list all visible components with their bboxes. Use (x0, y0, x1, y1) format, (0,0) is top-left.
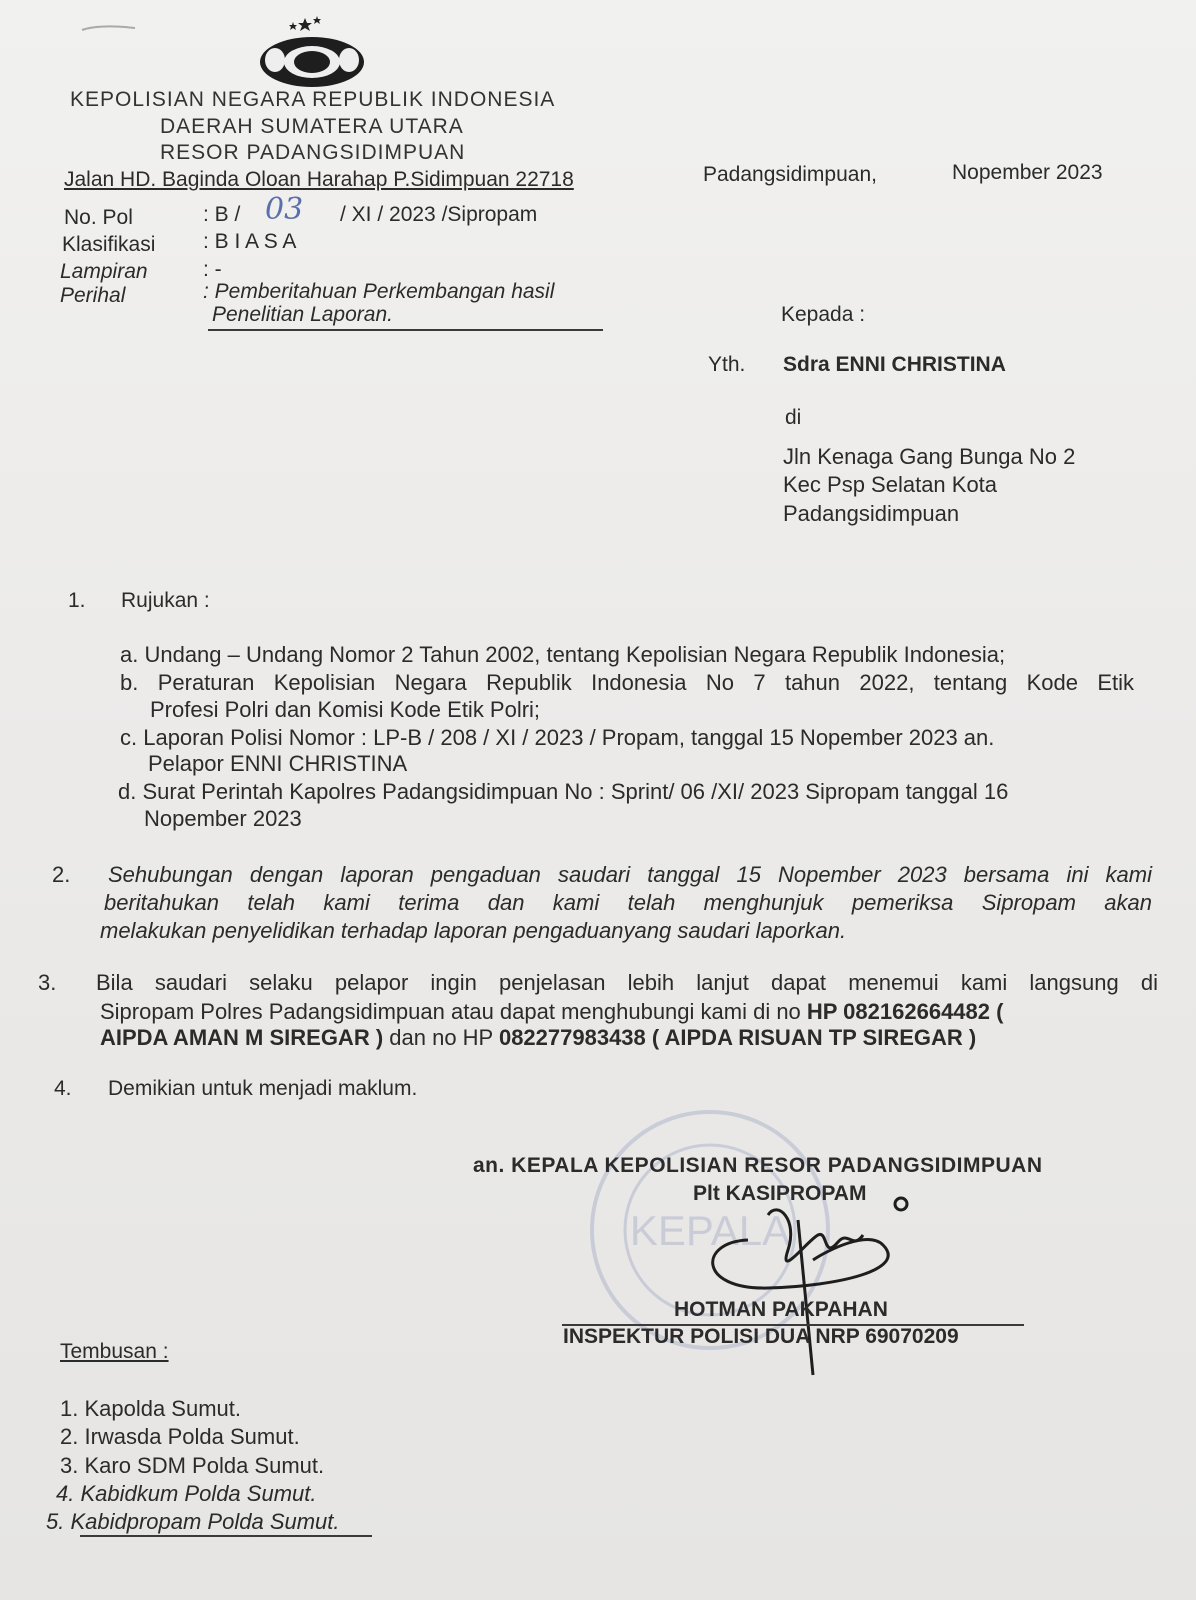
para3-phone1: HP 082162664482 ( (806, 999, 1004, 1024)
ref-a: a. Undang – Undang Nomor 2 Tahun 2002, tentang Kepolisian Negara Republik Indonesia; (120, 642, 1006, 667)
nopol-number-handwritten: 03 (265, 192, 304, 227)
cc-item: 3. Karo SDM Polda Sumut. (60, 1453, 325, 1478)
ref-b-line1: b. Peraturan Kepolisian Negara Republik Indonesia No 7 tahun 2022, tentang Kode Etik (120, 670, 1134, 695)
para1-number: 1. (68, 589, 86, 612)
signature-on-behalf: an. KEPALA KEPOLISIAN RESOR PADANGSIDIMPUAN (473, 1154, 1043, 1177)
para3-line2-text: Sipropam Polres Padangsidimpuan atau dapat menghubungi kami di no (100, 999, 807, 1024)
recipient-address-line3: Padangsidimpuan (783, 501, 960, 526)
police-emblem-icon (255, 10, 370, 90)
para2-number: 2. (52, 862, 71, 887)
ref-c-line1: c. Laporan Polisi Nomor : LP-B / 208 / XI / 2023 / Propam, tanggal 15 Nopember 2023 an. (120, 725, 995, 750)
para3-number: 3. (38, 970, 57, 995)
perihal-value-line2: Penelitian Laporan. (212, 303, 393, 326)
nopol-suffix: / XI / 2023 /Sipropam (340, 203, 538, 226)
para2-line3: melakukan penyelidikan terhadap laporan pengaduanyang saudari laporkan. (100, 918, 847, 943)
lampiran-value: : - (203, 258, 222, 281)
cc-item: 5. Kabidpropam Polda Sumut. (46, 1509, 340, 1534)
recipient-di: di (785, 406, 802, 429)
letter-date: Nopember 2023 (952, 161, 1103, 184)
klasifikasi-value: : B I A S A (203, 230, 297, 253)
scribble-mark (80, 18, 140, 38)
handwritten-signature (678, 1180, 938, 1390)
nopol-prefix: : B / (203, 203, 241, 226)
nopol-label: No. Pol (64, 206, 133, 229)
perihal-label: Perihal (60, 284, 126, 307)
signature-position: Plt KASIPROPAM (693, 1182, 867, 1205)
perihal-value-line1: : Pemberitahuan Perkembangan hasil (203, 280, 555, 303)
para2-line2: beritahukan telah kami terima dan kami telah menghunjuk pemeriksa Sipropam akan (104, 890, 1152, 915)
ref-c-line2: Pelapor ENNI CHRISTINA (148, 751, 408, 776)
org-name: KEPOLISIAN NEGARA REPUBLIK INDONESIA (70, 88, 556, 111)
recipient-address-line2: Kec Psp Selatan Kota (783, 472, 998, 497)
cc-item: 2. Irwasda Polda Sumut. (60, 1424, 300, 1449)
yth-label: Yth. (708, 353, 746, 376)
lampiran-label: Lampiran (60, 260, 148, 283)
klasifikasi-label: Klasifikasi (62, 233, 156, 256)
org-unit: RESOR PADANGSIDIMPUAN (160, 141, 466, 164)
cc-item: 1. Kapolda Sumut. (60, 1396, 242, 1421)
cc-title: Tembusan : (60, 1340, 169, 1363)
cc-underline (80, 1535, 372, 1537)
ref-d-line1: d. Surat Perintah Kapolres Padangsidimpuan No : Sprint/ 06 /XI/ 2023 Sipropam tanggal 16 (118, 779, 1009, 804)
para1-title: Rujukan : (121, 589, 210, 612)
recipient-name: Sdra ENNI CHRISTINA (783, 353, 1006, 376)
ref-b-line2: Profesi Polri dan Komisi Kode Etik Polri; (150, 697, 541, 722)
perihal-underline (208, 329, 603, 331)
ref-d-line2: Nopember 2023 (144, 806, 302, 831)
recipient-address-line1: Jln Kenaga Gang Bunga No 2 (783, 444, 1076, 469)
signatory-rank: INSPEKTUR POLISI DUA NRP 69070209 (563, 1325, 959, 1348)
letter-place: Padangsidimpuan, (703, 163, 877, 186)
para3-line2 (100, 999, 1003, 1025)
org-address: Jalan HD. Baginda Oloan Harahap P.Sidimpuan 22718 (64, 168, 574, 191)
para3-connector: dan no HP (383, 1025, 499, 1050)
kepada-label: Kepada : (781, 303, 866, 326)
para4-text: Demikian untuk menjadi maklum. (108, 1077, 418, 1100)
org-region: DAERAH SUMATERA UTARA (160, 115, 464, 138)
para3-officer1: AIPDA AMAN M SIREGAR ) (100, 1025, 384, 1050)
stamp-text: KEPALA (629, 1207, 791, 1254)
signatory-name: HOTMAN PAKPAHAN (674, 1298, 888, 1321)
para3-phone2: 082277983438 ( AIPDA RISUAN TP SIREGAR ) (498, 1025, 977, 1050)
para2-line1: Sehubungan dengan laporan pengaduan saudari tanggal 15 Nopember 2023 bersama ini kami (108, 862, 1152, 887)
para3-line3 (100, 1025, 976, 1051)
para3-line1: Bila saudari selaku pelapor ingin penjelasan lebih lanjut dapat menemui kami langsung di (96, 970, 1158, 995)
cc-item: 4. Kabidkum Polda Sumut. (56, 1481, 317, 1506)
para4-number: 4. (54, 1077, 72, 1100)
